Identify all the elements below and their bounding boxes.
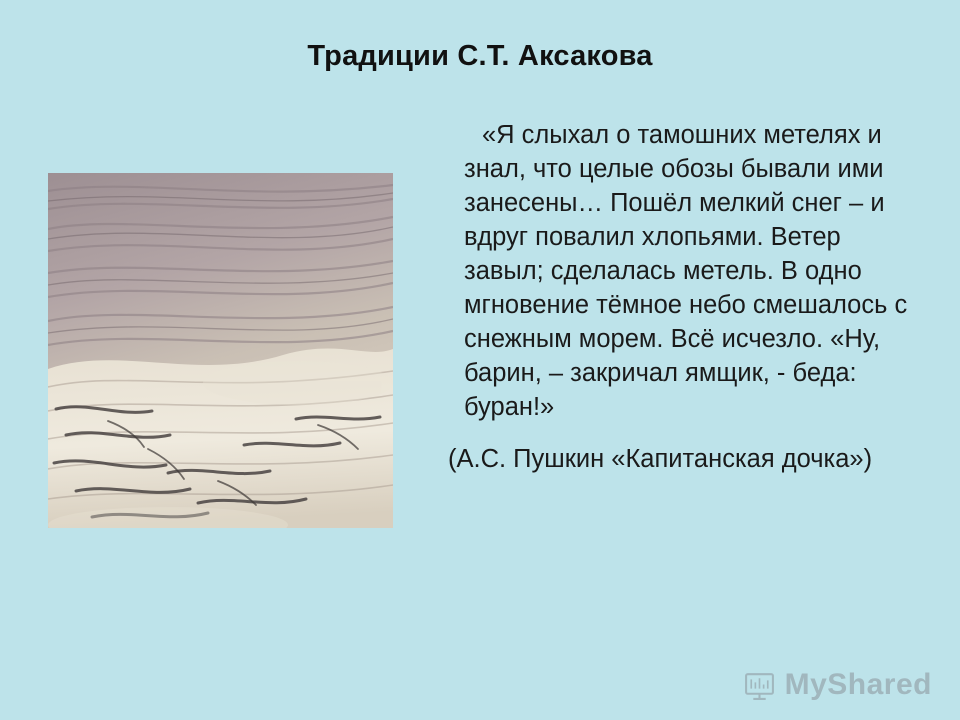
quote-text: «Я слыхал о тамошних метелях и знал, что целые обозы бывали ими занесены… Пошёл мелкий снег – и вдруг повалил хлопьями. Ветер завыл; сделалась метель. В одно мгновение тёмное небо смешалось с снежным морем. Всё исчезло. «Ну, барин, – закричал ямщик, - беда: буран!» — [464, 121, 908, 421]
page-title: Традиции С.Т. Аксакова — [307, 40, 653, 72]
illustration-image — [48, 173, 393, 528]
watermark-label: MyShared — [784, 668, 932, 701]
presentation-board-icon — [743, 669, 776, 702]
illustration-artwork — [48, 173, 393, 528]
watermark — [743, 668, 932, 702]
quote-block — [448, 118, 918, 476]
quote-attribution: (А.С. Пушкин «Капитанская дочка») — [448, 445, 873, 473]
